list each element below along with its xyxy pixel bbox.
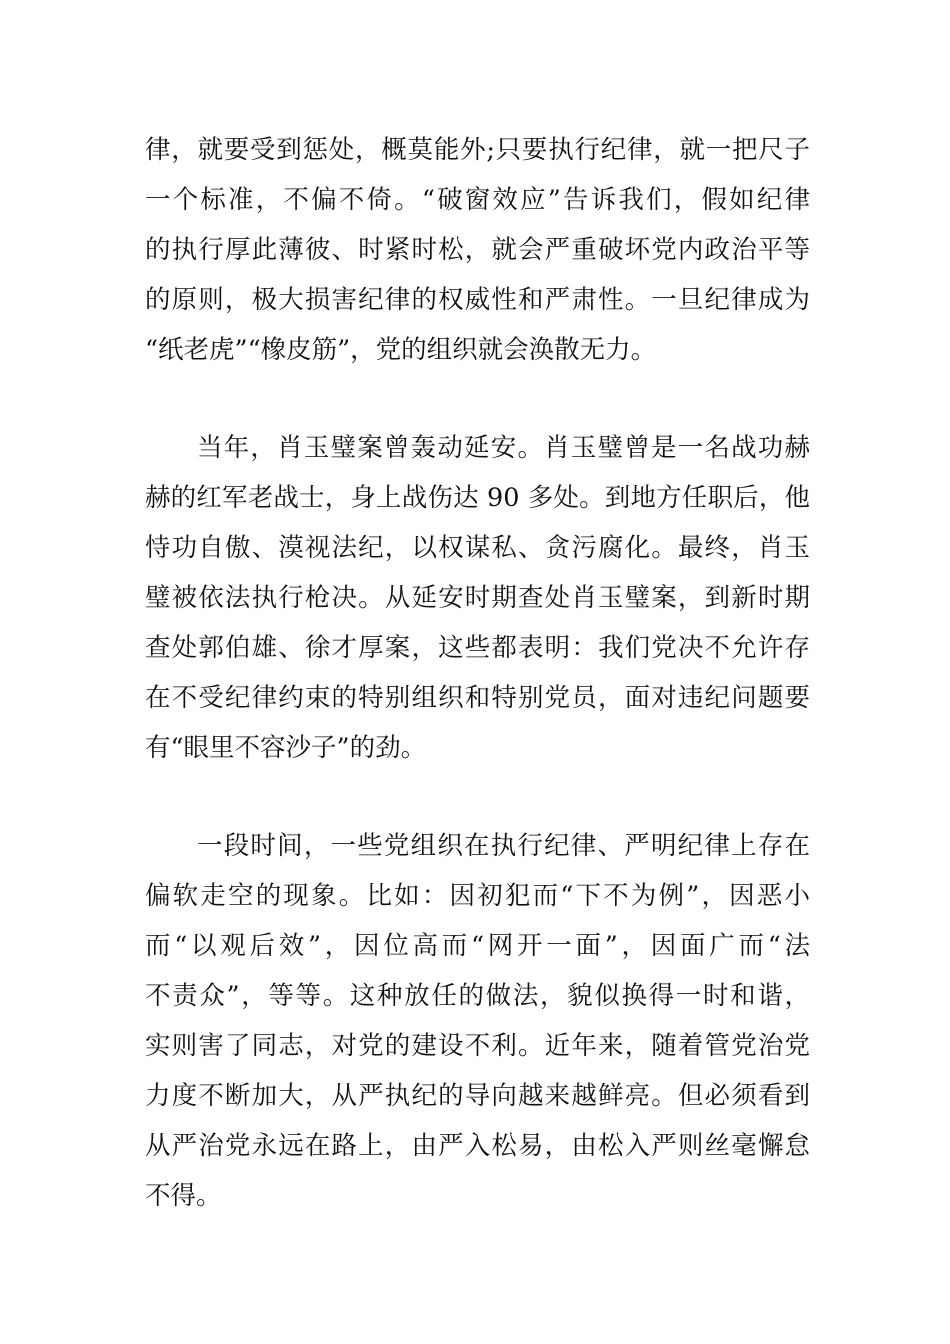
paragraph-1-line-1: 律，就要受到惩处，概莫能外;只要执行纪律，就一把尺子 (145, 135, 810, 165)
paragraph-3-line-8: 不得。 (145, 1181, 222, 1211)
paragraph-3-line-3: 而“以观后效”，因位高而“网开一面”，因面广而“法 (145, 931, 810, 961)
paragraph-3-line-2: 偏软走空的现象。比如：因初犯而“下不为例”，因恶小 (145, 881, 810, 911)
paragraph-2-line-3: 恃功自傲、漠视法纪，以权谋私、贪污腐化。最终，肖玉 (145, 533, 810, 563)
paragraph-1-line-2: 一个标准，不偏不倚。“破窗效应”告诉我们，假如纪律 (145, 185, 810, 215)
paragraph-2-line-1: 当年，肖玉璧案曾轰动延安。肖玉璧曾是一名战功赫 (197, 433, 810, 463)
paragraph-2-line-5: 查处郭伯雄、徐才厚案，这些都表明：我们党决不允许存 (145, 633, 810, 663)
paragraph-2-line-6: 在不受纪律约束的特别组织和特别党员，面对违纪问题要 (145, 683, 810, 713)
paragraph-3-line-6: 力度不断加大，从严执纪的导向越来越鲜亮。但必须看到 (145, 1081, 810, 1111)
paragraph-3-line-5: 实则害了同志，对党的建设不利。近年来，随着管党治党 (145, 1031, 810, 1061)
paragraph-1-line-4: 的原则，极大损害纪律的权威性和严肃性。一旦纪律成为 (145, 285, 810, 315)
paragraph-1-line-3: 的执行厚此薄彼、时紧时松，就会严重破坏党内政治平等 (145, 235, 810, 265)
paragraph-3-line-1: 一段时间，一些党组织在执行纪律、严明纪律上存在 (197, 831, 810, 861)
paragraph-3-line-4: 不责众”，等等。这种放任的做法，貌似换得一时和谐， (145, 981, 810, 1011)
paragraph-3-line-7: 从严治党永远在路上，由严入松易，由松入严则丝毫懈怠 (145, 1131, 810, 1161)
paragraph-2-line-4: 璧被依法执行枪决。从延安时期查处肖玉璧案，到新时期 (145, 583, 810, 613)
paragraph-2-line-2: 赫的红军老战士，身上战伤达 90 多处。到地方任职后，他 (145, 483, 810, 513)
paragraph-1-line-5: “纸老虎”“橡皮筋”，党的组织就会涣散无力。 (145, 335, 657, 365)
paragraph-2-line-7: 有“眼里不容沙子”的劲。 (145, 733, 427, 763)
